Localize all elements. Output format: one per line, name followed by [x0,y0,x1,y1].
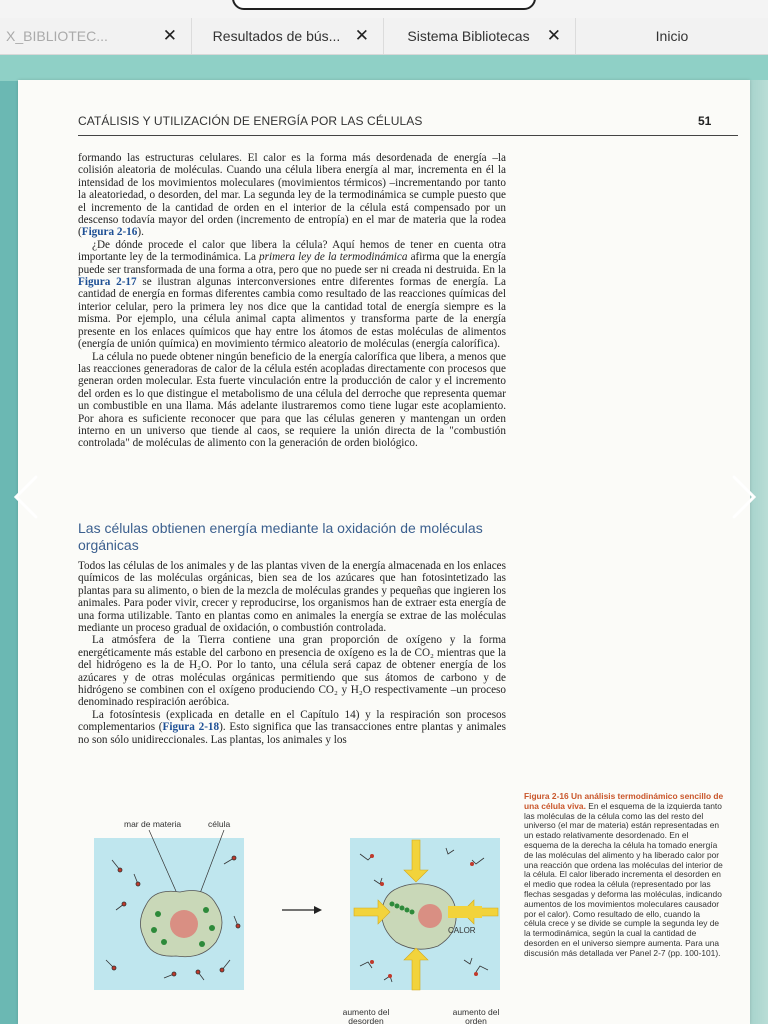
nucleus-right [418,904,442,928]
figure-caption [524,792,724,959]
paragraph: La fotosíntesis (explicada en detalle en el Capítulo 14) y la respiración son procesos complementarios (Figura 2-18). Esto significa que las transacciones entre plantas y animales no son sólo unidireccionales. Las plantas, los animales y los [78,708,506,746]
next-page-edge [750,80,768,1024]
figure-2-16 [94,810,514,1024]
caption-title: Figura 2-16 Un análisis termodinámico sencillo de una célula viva. [524,791,724,811]
tab-label: X_BIBLIOTEC... [6,28,108,44]
figure-link[interactable]: Figura 2-16 [81,226,138,239]
section-heading: Las células obtienen energía mediante la oxidación de moléculas orgánicas [78,520,483,553]
tab-resultados[interactable] [192,18,384,54]
body-text-1 [78,152,506,450]
chevron-right-icon [726,473,760,521]
close-icon[interactable]: ✕ [162,26,177,45]
tab-label: Resultados de bús... [212,28,341,44]
book-page [18,80,750,1024]
thermo-diagram [94,830,514,1020]
paragraph: ¿De dónde procede el calor que libera la célula? Aquí hemos de tener en cuenta otra importante ley de la termodinámica. La primera ley de la termodinámica afirma que la energía puede ser transformada de una forma a otra, pero que no puede ser ni creada ni destruida. En la Figura 2-17 se ilustran algunas interconversiones entre diferentes formas de energía. La cantidad de energía en formas diferentes cambia como resultado de las reacciones químicas del interior celular, pero la primera ley nos dice que la cantidad total de energía siempre es la misma. Por ejemplo, una célula animal capta alimentos y transforma parte de la energía presente en los enlaces químicos que hay entre los átomos de estas moléculas de alimentos (energía de unión química) en movimiento térmico aleatorio de moléculas (energía calorífica). [78,238,506,351]
address-pill[interactable] [232,0,536,10]
figure-link[interactable]: Figura 2-18 [162,721,220,734]
label-order: aumento del orden [452,1007,500,1024]
paragraph: La atmósfera de la Tierra contiene una gran proporción de oxígeno y la forma energéticamente más estable del carbono en presencia de oxígeno es la de CO₂ mientras que la del hidrógeno es la de H₂O. Por lo tanto, una célula será capaz de obtener energía de los azúcares y de otras moléculas orgánicas permitiendo que sus átomos de carbono y de hidrógeno se combinen con el oxígeno produciendo CO₂ y H₂O respectivamente –un proceso denominado respiración aeróbica. [78,634,506,709]
label-disorder: aumento del desorden [342,1007,390,1024]
viewer-background [0,55,768,81]
paragraph: Todos las células de los animales y de las plantas viven de la energía almacenada en los enlaces químicos de las moléculas orgánicas, bien sea de los azúcares que han fotosintetizado las plantas para su alimento, o bien de la mezcla de moléculas grandes y pequeñas que ingieren los animales. Para poder vivir, crecer y reproducirse, los organismos han de extraer esta energía de una forma utilizable. Tanto en plantas como en animales la energía se extrae de las moléculas mediante un proceso gradual de oxidación, o combustión controlada. [78,560,506,635]
next-page-button[interactable] [726,473,760,521]
previous-page-button[interactable] [10,473,44,521]
tab-label: Inicio [655,28,689,44]
chevron-left-icon [10,473,44,521]
body-text-2 [78,560,506,746]
nucleus-left [170,910,198,938]
header-rule [78,135,738,136]
page-header: CATÁLISIS Y UTILIZACIÓN DE ENERGÍA POR LAS CÉLULAS [78,114,423,128]
tab-biblioteca[interactable] [0,18,192,54]
figure-link[interactable]: Figura 2-17 [78,276,137,289]
close-icon[interactable]: ✕ [546,26,561,45]
tab-inicio[interactable] [576,18,768,54]
paragraph: La célula no puede obtener ningún beneficio de la energía calorífica que libera, a menos que las reacciones generadoras de calor de la célula estén acopladas directamente con procesos que generan orden molecular. Esta fuerte vinculación entre la producción de calor y el incremento del orden es lo que distingue el metabolismo de una célula del derroche que representa quemar un combustible en una llama. Más adelante ilustraremos como tiene lugar este acoplamiento. Por ahora es suficiente reconocer que para que las células generen y mantengan un orden interno en un universo que tiende al caos, se requiere la unión directa de la "combustión controlada" de moléculas de alimento con la generación de orden biológico. [78,350,506,450]
tab-bar [0,18,768,55]
paragraph: formando las estructuras celulares. El calor es la forma más desordenada de energía –la colisión aleatoria de moléculas. Cuando una célula libera energía al mar, incrementa en él la intensidad de los movimientos moleculares (movimientos térmicos) –incrementando por tanto la aleatoriedad, o desorden, del mar. La segunda ley de la termodinámica se cumple puesto que el incremento de la cantidad de orden en el interior de la célula está compensado por un descenso todavía mayor del orden (incremento de entropía) en el mar de materia que la rodea (Figura 2-16). [78,152,506,239]
browser-top-bar [0,0,768,18]
caption-text: En el esquema de la izquierda tanto las moléculas de la célula como las del resto del universo (el mar de materia) están representadas en un estado relativamente desordenado. En el esquema de la derecha la célula ha tomado energía de las moléculas del alimento y ha liberado calor por una reacción que ordena las moléculas del interior de la célula. El calor liberado incrementa el desorden en el medio que rodea la célula (representado por las flechas sesgadas y deforma las moléculas, indicando aumentos de los movimientos moleculares causador por el calor). Como resultado de ello, cuando la célula crece y se divide se cumple la segunda ley de la termodinámica, según la cual la cantidad de desorden en el universo siempre aumenta. Para una discusión más detallada ver Panel 2-7 (pp. 100-101). [524,800,723,958]
label-sea: mar de materia [124,819,182,829]
tab-sistema-bibliotecas[interactable] [384,18,576,54]
label-cell: célula [208,819,231,829]
page-number: 51 [698,114,712,128]
tab-label: Sistema Bibliotecas [407,28,530,44]
heat-label: CALOR [448,926,476,935]
close-icon[interactable]: ✕ [354,26,369,45]
